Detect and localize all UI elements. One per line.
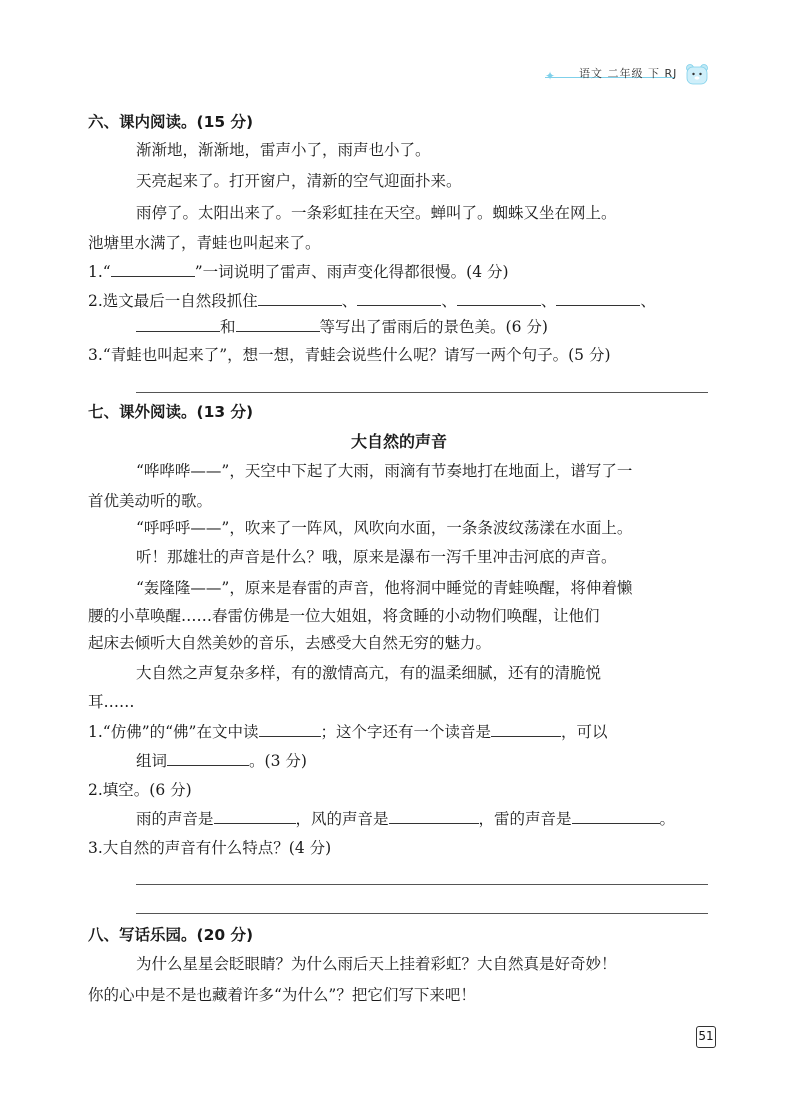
s7-passage-line-9: 耳…… — [88, 693, 135, 711]
answer-blank[interactable] — [136, 317, 220, 332]
s7-passage-line-3: “呼呼呼——”，吹来了一阵风，风吹向水面，一条条波纹荡漾在水面上。 — [136, 519, 633, 537]
s7-question-1-line-2 — [136, 751, 307, 771]
s7-passage-line-2: 首优美动听的歌。 — [88, 492, 213, 510]
page-number: 51 — [696, 1026, 716, 1048]
s7-question-2-title: 2.填空。(6 分) — [88, 781, 192, 799]
answer-blank[interactable] — [214, 809, 296, 824]
s6-passage-line-3: 雨停了。太阳出来了。一条彩虹挂在天空。蝉叫了。蜘蛛又坐在网上。 — [136, 204, 617, 222]
s6-passage-line-2: 天亮起来了。打开窗户，清新的空气迎面扑来。 — [136, 172, 462, 190]
s6-passage-line-1: 渐渐地，渐渐地，雷声小了，雨声也小了。 — [136, 141, 431, 159]
s6-question-2-line-1 — [88, 291, 656, 311]
s6-question-2-line-2 — [136, 317, 548, 337]
thunder-label: ，雷的声音是 — [478, 810, 572, 828]
s7-passage-line-5: “轰隆隆——”，原来是春雷的声音，他将洞中睡觉的青蛙唤醒，将伸着懒 — [136, 579, 633, 597]
answer-blank[interactable] — [556, 291, 640, 306]
s8-passage-line-2: 你的心中是不是也藏着许多“为什么”？把它们写下来吧！ — [88, 986, 476, 1004]
s7-passage-line-8: 大自然之声复杂多样，有的激情高亢，有的温柔细腻，还有的清脆悦 — [136, 664, 602, 682]
answer-line[interactable] — [136, 913, 708, 914]
separator: 、 — [640, 292, 656, 310]
answer-blank[interactable] — [357, 291, 441, 306]
s6-q2-text: 2.选文最后一自然段抓住 — [88, 292, 258, 310]
and-text: 和 — [220, 318, 236, 336]
answer-blank[interactable] — [572, 809, 660, 824]
wind-label: ，风的声音是 — [295, 810, 389, 828]
section-8-title: 八、写话乐园。(20 分) — [88, 926, 254, 944]
s6-q1-post: ”一词说明了雷声、雨声变化得都很慢。(4 分) — [194, 263, 509, 281]
s6-question-3: 3.“青蛙也叫起来了”，想一想，青蛙会说些什么呢？请写一两个句子。(5 分) — [88, 346, 611, 364]
answer-blank[interactable] — [167, 751, 249, 766]
separator: 、 — [341, 292, 358, 310]
header-text: 语文 二年级 下 RJ — [579, 67, 678, 80]
s7-question-1-line-1 — [88, 722, 608, 742]
s7-passage-line-7: 起床去倾听大自然美妙的音乐，去感受大自然无穷的魅力。 — [88, 634, 492, 652]
answer-line[interactable] — [136, 884, 708, 885]
s6-question-1 — [88, 262, 509, 282]
bear-icon — [685, 62, 709, 86]
s7-passage-line-4: 听！那雄壮的声音是什么？哦，原来是瀑布一泻千里冲击河底的声音。 — [136, 548, 617, 566]
section-7-title: 七、课外阅读。(13 分) — [88, 403, 254, 421]
star-icon: ✦ — [545, 69, 556, 83]
answer-line[interactable] — [136, 392, 708, 393]
s7-question-3: 3.大自然的声音有什么特点？(4 分) — [88, 839, 332, 857]
answer-blank[interactable] — [258, 291, 342, 306]
s6-passage-line-4: 池塘里水满了，青蛙也叫起来了。 — [88, 234, 321, 252]
answer-blank[interactable] — [111, 262, 195, 277]
answer-blank[interactable] — [491, 722, 561, 737]
answer-blank[interactable] — [236, 317, 320, 332]
page-header — [545, 62, 715, 88]
section-6-title: 六、课内阅读。(15 分) — [88, 113, 254, 131]
answer-blank[interactable] — [457, 291, 541, 306]
s7-question-2-fill — [136, 809, 675, 829]
s7-q1-post: ，可以 — [561, 723, 608, 741]
answer-blank[interactable] — [389, 809, 479, 824]
s6-q1-pre: 1.“ — [88, 263, 111, 281]
end-mark: 。 — [659, 810, 676, 828]
s7-q1-line2-pre: 组词 — [136, 752, 168, 770]
story-title: 大自然的声音 — [351, 432, 448, 451]
separator: 、 — [540, 292, 557, 310]
s6-q2-post: 等写出了雷雨后的景色美。(6 分) — [319, 318, 548, 336]
s7-passage-line-1: “哗哗哗——”，天空中下起了大雨，雨滴有节奏地打在地面上，谱写了一 — [136, 462, 633, 480]
separator: 、 — [441, 292, 457, 310]
s7-q1-line2-post: 。(3 分) — [249, 752, 307, 770]
answer-blank[interactable] — [259, 722, 321, 737]
rain-label: 雨的声音是 — [136, 810, 214, 828]
s7-q1-pre: 1.“仿佛”的“佛”在文中读 — [88, 723, 259, 741]
s7-q1-mid: ；这个字还有一个读音是 — [320, 723, 492, 741]
s7-passage-line-6: 腰的小草唤醒……春雷仿佛是一位大姐姐，将贪睡的小动物们唤醒，让他们 — [88, 607, 600, 625]
s8-passage-line-1: 为什么星星会眨眼睛？为什么雨后天上挂着彩虹？大自然真是好奇妙！ — [136, 955, 617, 973]
